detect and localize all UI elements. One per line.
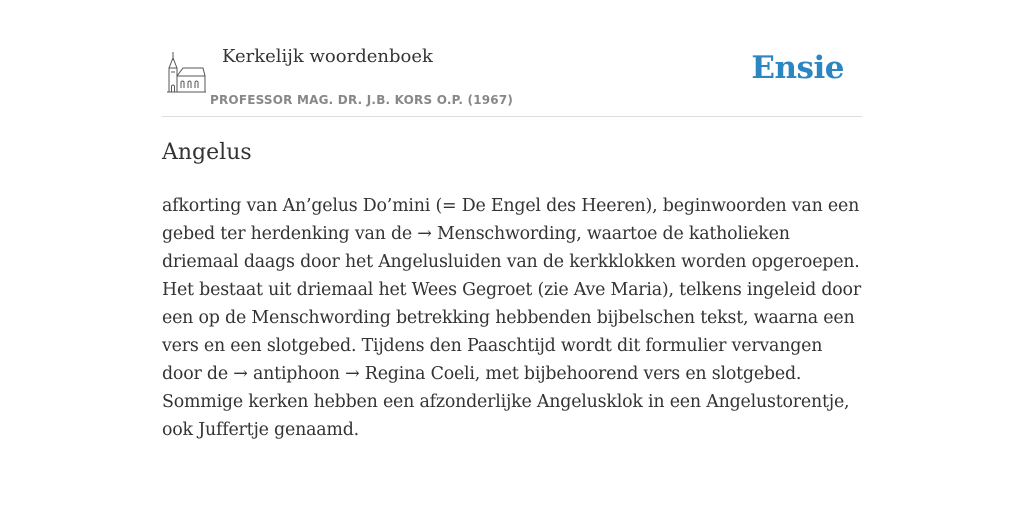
entry-title: Angelus: [162, 140, 252, 165]
link-regina-coeli[interactable]: → Regina Coeli: [345, 364, 475, 384]
ensie-logo-link[interactable]: Ensie: [751, 50, 844, 86]
link-antiphoon[interactable]: → antiphoon: [233, 364, 340, 384]
definition-text: , waartoe de katholieken driemaal daags door het Angelusluiden van de kerkklokken worden opgeroepen. Het bestaat uit driemaal het Wees Gegroet (zie Ave Maria), telkens ingeleid door een op de Menschwording betrekking hebbenden bijbelschen tekst, waarna een vers en een slotgebed. Tijdens den Paaschtijd wordt dit formulier vervangen door de: [162, 224, 861, 384]
page: [162, 0, 862, 512]
definition-text: , met bijbehoorend vers en slotgebed. Sommige kerken hebben een afzonderlijke Angelusklok in een Angelustorentje, ook Juffertje genaamd.: [162, 364, 850, 440]
book-title[interactable]: Kerkelijk woordenboek: [222, 46, 433, 67]
definition-text: afkorting van An’gelus Do’mini (= De Engel des Heeren), beginwoorden van een gebed ter herdenking van de: [162, 196, 860, 244]
entry-definition: [162, 192, 862, 444]
link-menschwording[interactable]: → Menschwording: [417, 224, 577, 244]
book-header: [162, 0, 862, 117]
book-author: PROFESSOR MAG. DR. J.B. KORS O.P. (1967): [210, 93, 514, 107]
church-icon: [165, 50, 207, 94]
